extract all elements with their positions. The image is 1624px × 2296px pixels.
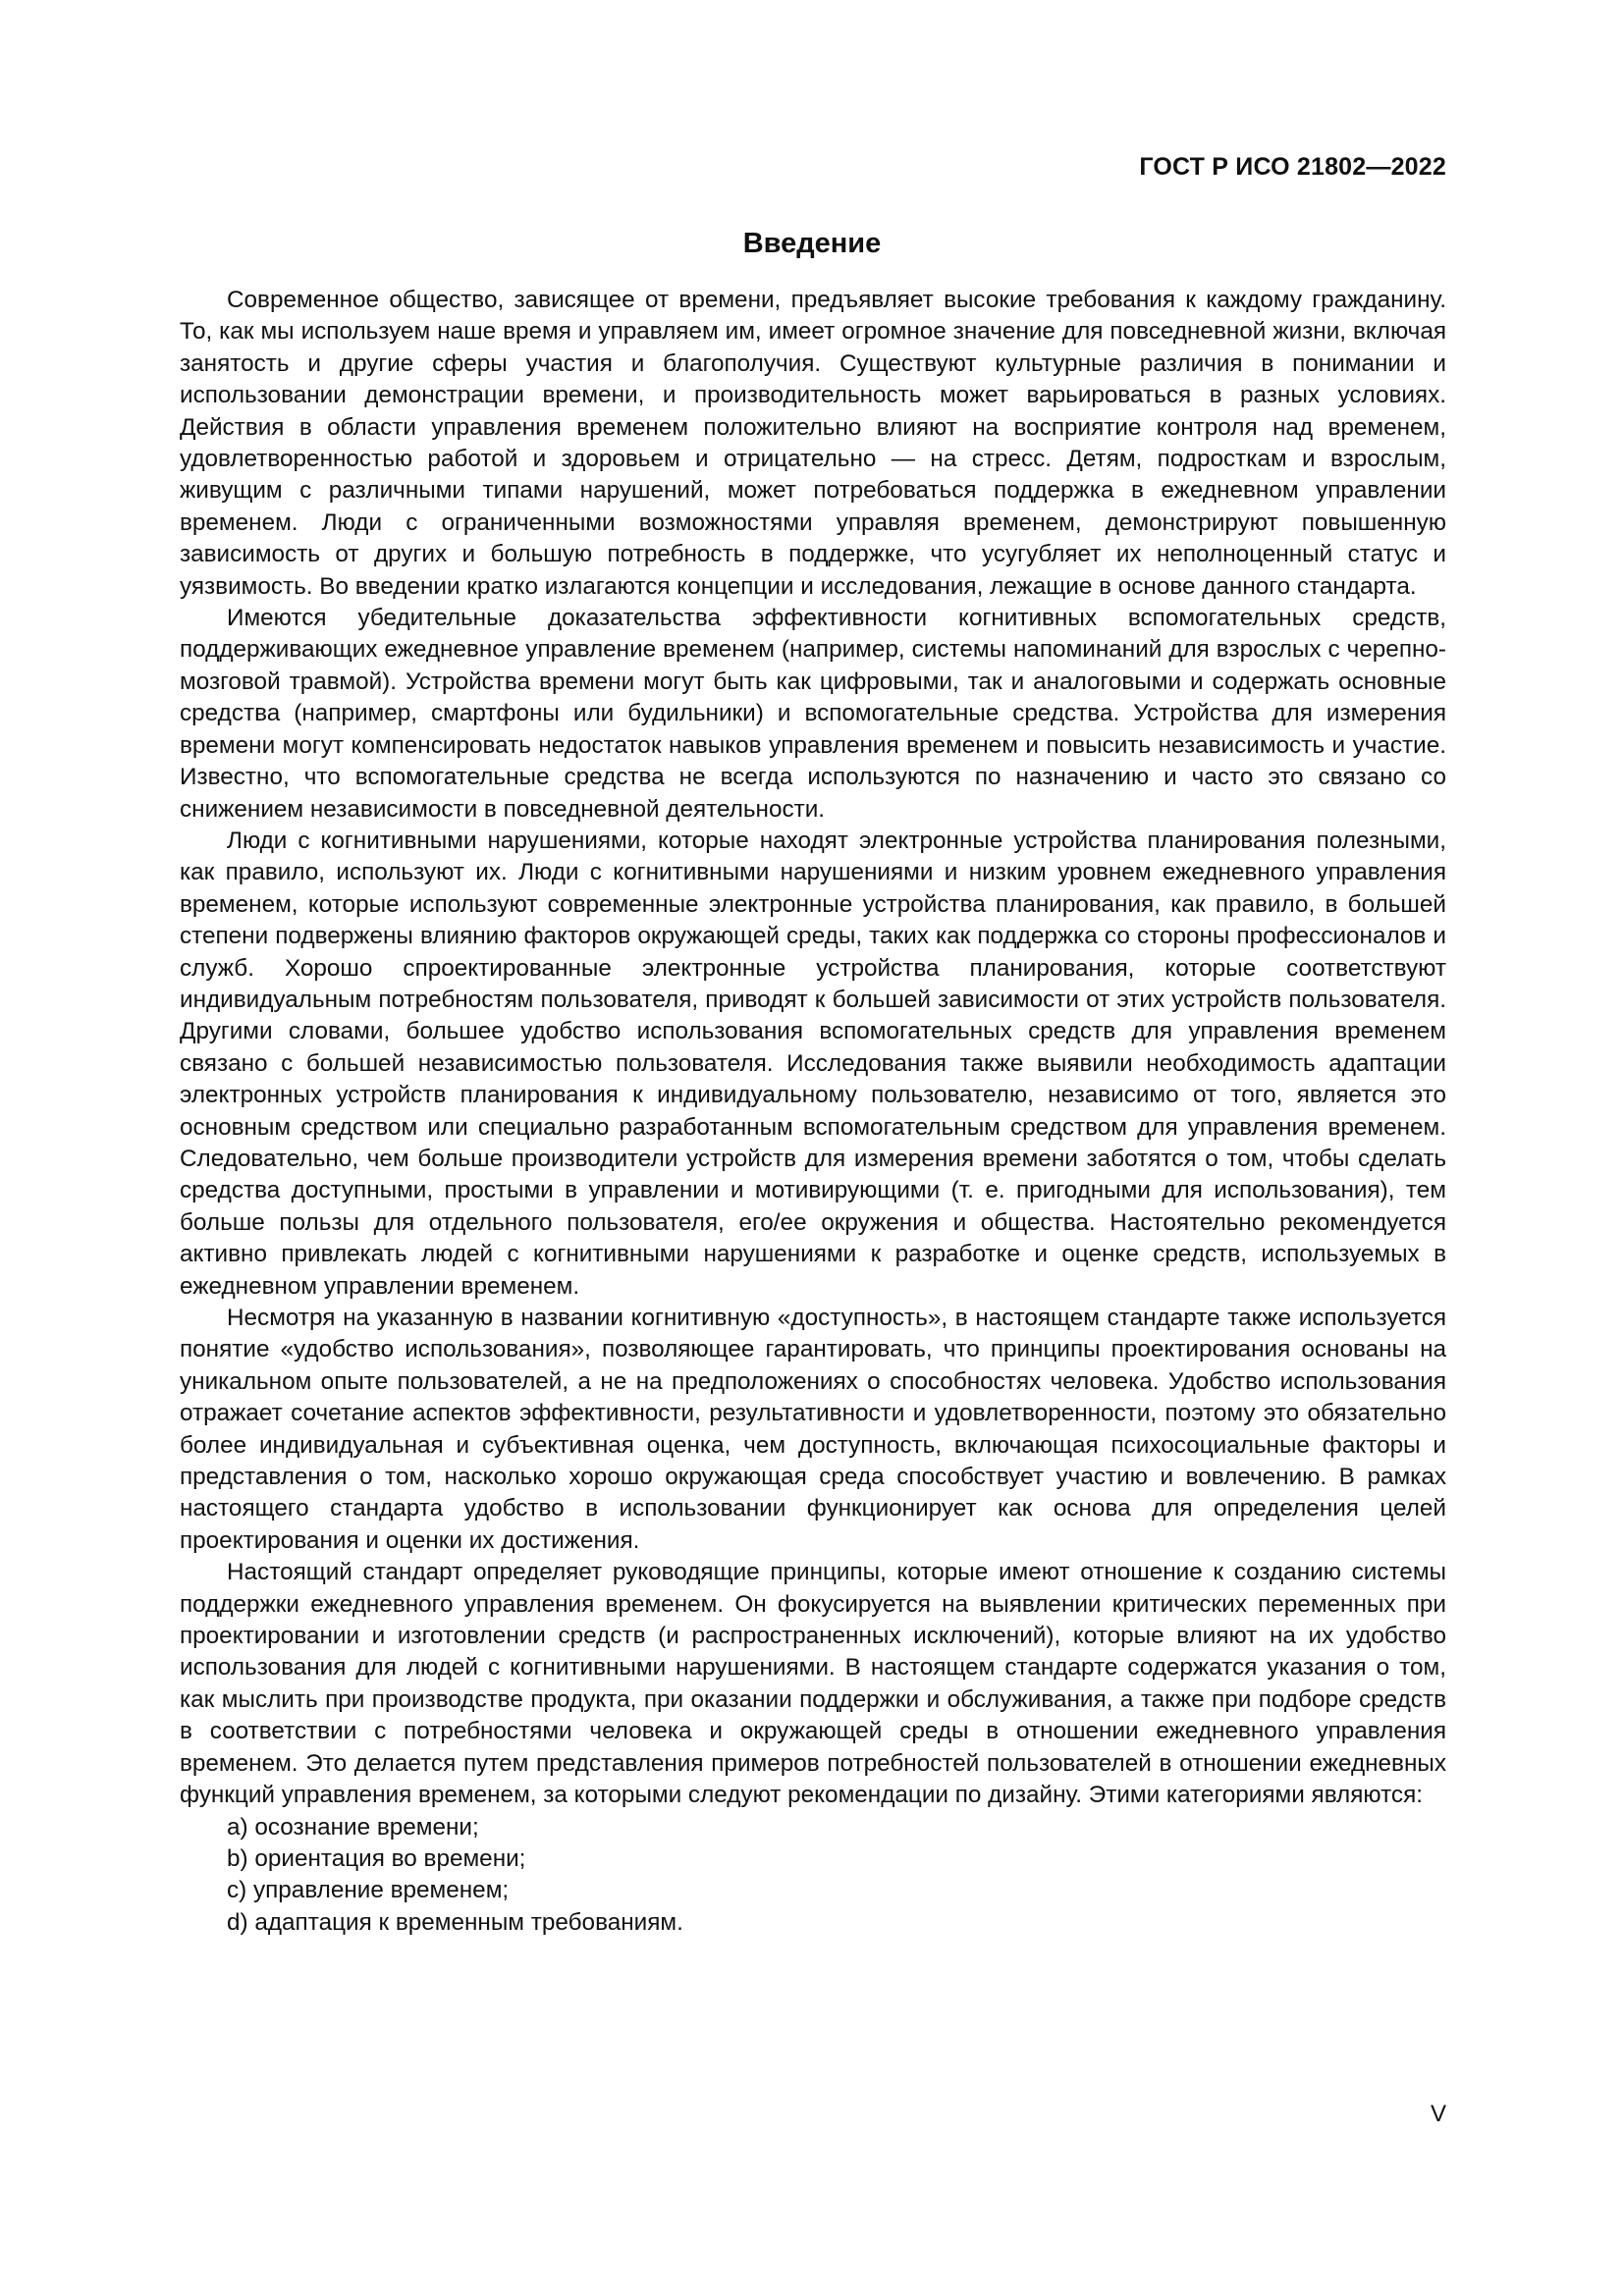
page-number: V <box>1430 2101 1446 2127</box>
paragraph-3: Люди с когнитивными нарушениями, которые находят электронные устройства планирования полезными, как правило, используют их. Люди с когнитивными нарушениями и низким уровнем ежедневного управления временем, которые используют современные электронные устройства планирования, как правило, в большей степени подвержены влиянию факторов окружающей среды, таких как поддержка со стороны профессионалов и служб. Хорошо спроектированные электронные устройства планирования, которые соответствуют индивидуальным потребностям пользователя, приводят к большей зависимости от этих устройств пользователя. Другими словами, большее удобство использования вспомогательных средств для управления временем связано с большей независимостью пользователя. Исследования также выявили необходимость адаптации электронных устройств планирования к индивидуальному пользователю, независимо от того, является это основным средством или специально разработанным вспомогательным средством для управления временем. Следовательно, чем больше производители устройств для измерения времени заботятся о том, чтобы сделать средства доступными, простыми в управлении и мотивирующими (т. е. пригодными для использования), тем больше пользы для отдельного пользователя, его/ее окружения и общества. Настоятельно рекомендуется активно привлекать людей с когнитивными нарушениями к разработке и оценке средств, используемых в ежедневном управлении временем. <box>180 827 1446 1300</box>
paragraph-1: Современное общество, зависящее от времени, предъявляет высокие требования к каждому гражданину. То, как мы используем наше время и управляем им, имеет огромное значение для повседневной жизни, включая занятость и другие сферы участия и благополучия. Существуют культурные различия в понимании и использовании демонстрации времени, и производительность может варьироваться в разных условиях. Действия в области управления временем положительно влияют на восприятие контроля над временем, удовлетворенностью работой и здоровьем и отрицательно — на стресс. Детям, подросткам и взрослым, живущим с различными типами нарушений, может потребоваться поддержка в ежедневном управлении временем. Люди с ограниченными возможностями управляя временем, демонстрируют повышенную зависимость от других и большую потребность в поддержке, что усугубляет их неполноценный статус и уязвимость. Во введении кратко излагаются концепции и исследования, лежащие в основе данного стандарта. <box>180 287 1446 600</box>
list-item: a) осознание времени; <box>227 1813 479 1841</box>
paragraph-4: Несмотря на указанную в названии когнитивную «доступность», в настоящем стандарте также используется понятие «удобство использования», позволяющее гарантировать, что принципы проектирования основаны на уникальном опыте пользователей, а не на предположениях о способностях человека. Удобство использования отражает сочетание аспектов эффективности, результативности и удовлетворенности, поэтому это обязательно более индивидуальная и субъективная оценка, чем доступность, включающая психосоциальные факторы и представления о том, насколько хорошо окружающая среда способствует участию и вовлечению. В рамках настоящего стандарта удобство в использовании функционирует как основа для определения целей проектирования и оценки их достижения. <box>180 1305 1446 1554</box>
paragraph-2: Имеются убедительные доказательства эффективности когнитивных вспомогательных средств, поддерживающих ежедневное управление временем (например, системы напоминаний для взрослых с черепно-мозговой травмой). Устройства времени могут быть как цифровыми, так и аналоговыми и содержать основные средства (например, смартфоны или будильники) и вспомогательные средства. Устройства для измерения времени могут компенсировать недостаток навыков управления временем и повысить независимость и участие. Известно, что вспомогательные средства не всегда используются по назначению и часто это связано со снижением независимости в повседневной деятельности. <box>180 605 1446 823</box>
standard-code-header: ГОСТ Р ИСО 21802—2022 <box>1139 153 1446 181</box>
section-title: Введение <box>742 228 882 259</box>
section-body <box>180 285 1446 1939</box>
paragraph-5: Настоящий стандарт определяет руководящие принципы, которые имеют отношение к созданию системы поддержки ежедневного управления временем. Он фокусируется на выявлении критических переменных при проектировании и изготовлении средств (и распространенных исключений), которые влияют на их удобство использования для людей с когнитивными нарушениями. В настоящем стандарте содержатся указания о том, как мыслить при производстве продукта, при оказании поддержки и обслуживания, а также при подборе средств в соответствии с потребностями человека и окружающей среды в отношении ежедневного управления временем. Это делается путем представления примеров потребностей пользователей в отношении ежедневных функций управления временем, за которыми следуют рекомендации по дизайну. Этими категориями являются: <box>180 1559 1446 1809</box>
list-item: c) управление временем; <box>227 1877 510 1904</box>
list-item: b) ориентация во времени; <box>227 1844 526 1872</box>
list-item: d) адаптация к временным требованиям. <box>227 1908 683 1936</box>
category-list <box>180 1812 1446 1940</box>
